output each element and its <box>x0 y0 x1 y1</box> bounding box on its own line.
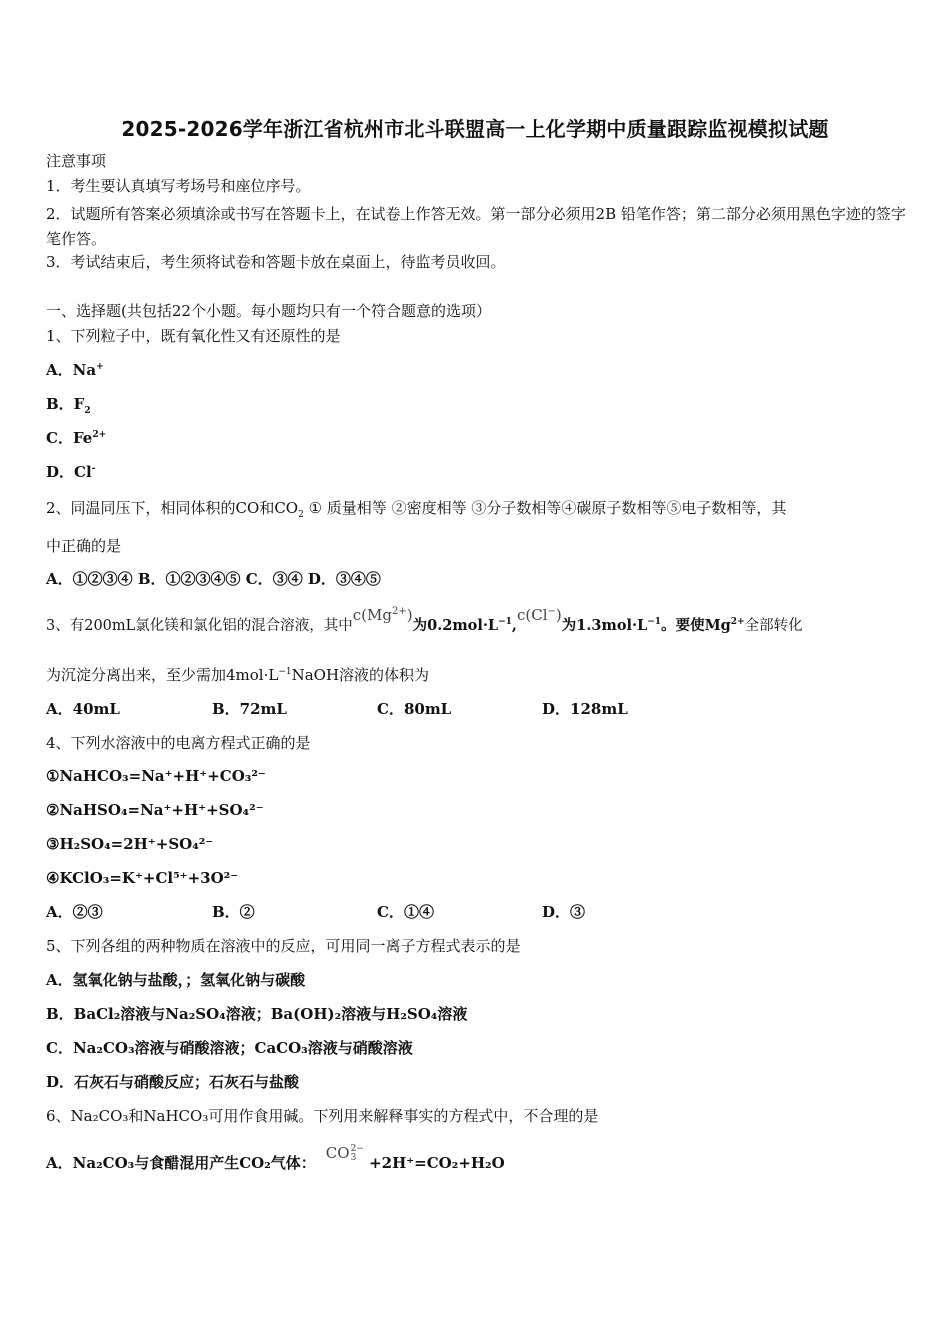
q3-option-a: A．40mL <box>46 700 120 718</box>
q5-option-c: C．Na₂CO₃溶液与硝酸溶液；CaCO₃溶液与硝酸溶液 <box>46 1039 413 1057</box>
q4-option-c: C．①④ <box>377 903 434 921</box>
q4-equation-2: ②NaHSO₄=Na⁺+H⁺+SO₄²⁻ <box>46 801 264 819</box>
q1-option-c: C．$Fe^{2+}$ <box>46 429 107 447</box>
q2-stem-line2: 中正确的是 <box>46 537 122 555</box>
cl-concentration-formula: c(Cl−) <box>516 606 562 624</box>
q5-option-a: A．氢氧化钠与盐酸，；氢氧化钠与碳酸 <box>46 971 306 989</box>
mg-concentration-formula: $c(Mg^{2+})$ <box>352 606 413 624</box>
q3-option-c: C．80mL <box>377 700 452 718</box>
q6-stem: 6、Na₂CO₃和NaHCO₃可用作食用碱。下列用来解释事实的方程式中，不合理的是 <box>46 1107 599 1125</box>
q6-option-a: A．Na₂CO₃与食醋混用产生CO₂气体：CO 2− 3 +2H⁺=CO₂+H₂O <box>46 1144 505 1172</box>
q4-option-a: A．②③ <box>46 903 103 921</box>
q4-equation-3: ③H₂SO₄=2H⁺+SO₄²⁻ <box>46 835 214 853</box>
q2-options: A．①②③④ B．①②③④⑤ C．③④ D．③④⑤ <box>46 570 381 588</box>
q4-option-b: B．② <box>212 903 255 921</box>
q3-stem-line2: 为沉淀分离出来，至少需加$4mol\cdot L^{-1}NaOH$溶液的体积为 <box>46 666 430 684</box>
q5-option-b: B．BaCl₂溶液与Na₂SO₄溶液；Ba(OH)₂溶液与H₂SO₄溶液 <box>46 1005 468 1023</box>
q1-option-a: A．Na+ <box>46 361 104 379</box>
notice-item-1: 1．考生要认真填写考场号和座位序号。 <box>46 177 311 195</box>
q1-option-d: D．Cl- <box>46 463 96 481</box>
section-heading: 一、选择题(共包括22个小题。每小题均只有一个符合题意的选项） <box>46 302 491 320</box>
q1-stem: 1、下列粒子中，既有氧化性又有还原性的是 <box>46 327 341 345</box>
q3-option-d: D．128mL <box>542 700 628 718</box>
q5-stem: 5、下列各组的两种物质在溶液中的反应，可用同一离子方程式表示的是 <box>46 937 521 955</box>
notice-item-2: 2．试题所有答案必须填涂或书写在答题卡上，在试卷上作答无效。第一部分必须用2B 铅笔作答；第二部分必须用黑色字迹的签字笔作答。 <box>46 205 906 248</box>
q3-option-b: B．72mL <box>212 700 287 718</box>
notice-heading: 注意事项 <box>46 152 107 170</box>
q1-option-b: B．$F_2$ <box>46 395 91 416</box>
q2-stem-line1: 2、同温同压下，相同体积的CO和$CO_2$ ① 质量相等 ②密度相等 ③分子数相等④碳原子数相等⑤电子数相等，其 <box>46 499 787 520</box>
notice-item-3: 3．考试结束后，考生须将试卷和答题卡放在桌面上，待监考员收回。 <box>46 253 506 271</box>
q4-option-d: D．③ <box>542 903 586 921</box>
q3-stem-line1: 3、有200mL氯化镁和氯化铝的混合溶液，其中$c(Mg^{2+})$为$0.2mol\cdot L^{-1},c(Cl^-)$为$1.3mol\cdot L^{-1}$。要使$Mg^{2+}$全部转化 <box>46 606 803 634</box>
q4-equation-1: ①NaHCO₃=Na⁺+H⁺+CO₃²⁻ <box>46 767 266 785</box>
q5-option-d: D．石灰石与硝酸反应；石灰石与盐酸 <box>46 1073 300 1091</box>
q4-stem: 4、下列水溶液中的电离方程式正确的是 <box>46 734 311 752</box>
carbonate-ion-formula: CO 2− 3 <box>325 1144 364 1163</box>
q4-equation-4: ④KClO₃=K⁺+Cl⁵⁺+3O²⁻ <box>46 869 239 887</box>
page-title: 2025-2026学年浙江省杭州市北斗联盟高一上化学期中质量跟踪监视模拟试题 <box>121 117 829 141</box>
